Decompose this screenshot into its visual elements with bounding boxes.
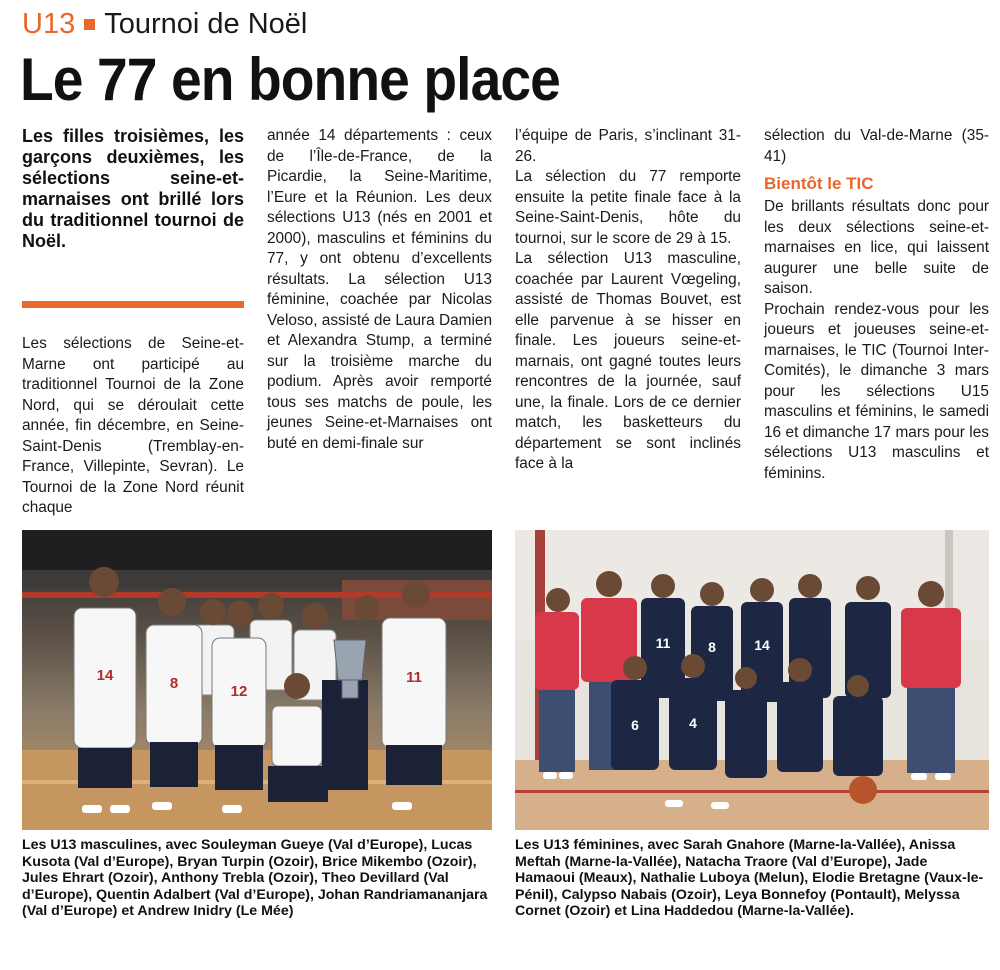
photo-boys-illustration — [22, 530, 492, 830]
photo-caption-girls: Les U13 féminines, avec Sarah Gnahore (Marne-la-Vallée), Anissa Meftah (Marne-la-Vallée), Natacha Traore (Val d’Europe), Jade Hamaoui (Meaux), Nathalie Luboya (Melun), Elodie Bretagne (Vaux-le-Pénil), Calypso Nabais (Ozoir), Leya Bonnefoy (Pontault), Melyssa Cornet (Ozoir) et Lina Haddedou (Marne-la-Vallée). — [515, 837, 984, 920]
photo-girls-illustration — [515, 530, 989, 830]
body-column-1 — [22, 334, 244, 519]
jersey-number: 8 — [169, 675, 179, 692]
body-column-3 — [515, 126, 741, 475]
body-paragraph: De brillants résultats donc pour les deux sélections seine-et-marnaises en lice, qui laissent augurer une belle suite de saison. — [764, 198, 989, 297]
body-paragraph: l’équipe de Paris, s’inclinant 31-26. — [515, 127, 741, 165]
jersey-number: 4 — [689, 715, 697, 731]
body-paragraph: Prochain rendez-vous pour les joueurs et joueuses seine-et-marnaises, le TIC (Tournoi Inter-Comités), le dimanche 3 mars pour les sélections U15 masculins et féminins, le samedi 16 et dimanche 17 mars pour les sélections U13 masculins et féminins. — [764, 300, 989, 482]
body-paragraph: sélection du Val-de-Marne (35-41) — [764, 127, 989, 165]
subheading: Bientôt le TIC — [764, 174, 874, 193]
jersey-number: 6 — [631, 717, 639, 733]
photo-boys-team — [22, 530, 492, 830]
body-paragraph: La sélection U13 masculine, coachée par Laurent Vœgeling, assisté de Thomas Bouvet, est elle parvenue à se hisser en finale. Les joueurs seine-et-marnais, ont gagné toutes leurs rencontres de la journée, sauf une, la finale. Lors de ce dernier match, les basketteurs du département se sont inclinés face à la — [515, 250, 741, 472]
kicker-tag: U13 — [22, 7, 76, 40]
body-paragraph: Les sélections de Seine-et-Marne ont participé au traditionnel Tournoi de la Zone Nord, qui se déroulait cette année, fin décembre, en Seine-Saint-Denis (Tremblay-en-France, Villepinte, Sevran). Le Tournoi de la Zone Nord réunit chaque — [22, 335, 244, 516]
chapo: Les filles troisièmes, les garçons deuxièmes, les sélections seine-et-marnaises ont brillé lors du traditionnel tournoi de Noël. — [22, 126, 244, 251]
jersey-number: 14 — [754, 637, 770, 653]
body-column-2 — [267, 126, 492, 454]
body-paragraph: La sélection du 77 remporte ensuite la petite finale face à la Seine-Saint-Denis, hôte du tournoi, sur le score de 29 à 15. — [515, 168, 741, 247]
kicker — [22, 6, 307, 42]
jersey-number: 8 — [708, 639, 716, 655]
jersey-number: 11 — [406, 669, 422, 686]
accent-rule — [22, 301, 244, 308]
headline: Le 77 en bonne place — [20, 46, 560, 113]
jersey-number: 12 — [230, 683, 248, 700]
jersey-number: 11 — [655, 635, 671, 651]
kicker-square — [84, 19, 95, 30]
photo-caption-boys: Les U13 masculines, avec Souleyman Gueye (Val d’Europe), Lucas Kusota (Val d’Europe), Bryan Turpin (Ozoir), Brice Mikembo (Ozoir), Jules Ehrart (Ozoir), Anthony Trebla (Ozoir), Theo Devillard (Val d’Europe), Quentin Adalbert (Val d’Europe), Johan Randriamananjara (Val d’Europe) et Andrew Inidry (Le Mée) — [22, 837, 488, 920]
body-paragraph: année 14 départements : ceux de l’Île-de-France, de la Picardie, la Seine-Maritime, l’Eure et la Réunion. Les deux sélections U13 (nés en 2001 et 2000), masculins et féminins du 77, y ont obtenu d’excellents résultats. La sélection U13 féminine, coachée par Nicolas Veloso, assisté de Laura Damien et Alexandra Stump, a terminé sur la troisième marche du podium. Après avoir remporté tous ses matchs de poule, les jeunes Seine-et-Marnaises ont buté en demi-finale sur — [267, 127, 493, 452]
photo-girls-team — [515, 530, 989, 830]
body-column-4 — [764, 126, 989, 484]
kicker-rubric: Tournoi de Noël — [104, 7, 308, 40]
jersey-number: 14 — [96, 667, 114, 684]
